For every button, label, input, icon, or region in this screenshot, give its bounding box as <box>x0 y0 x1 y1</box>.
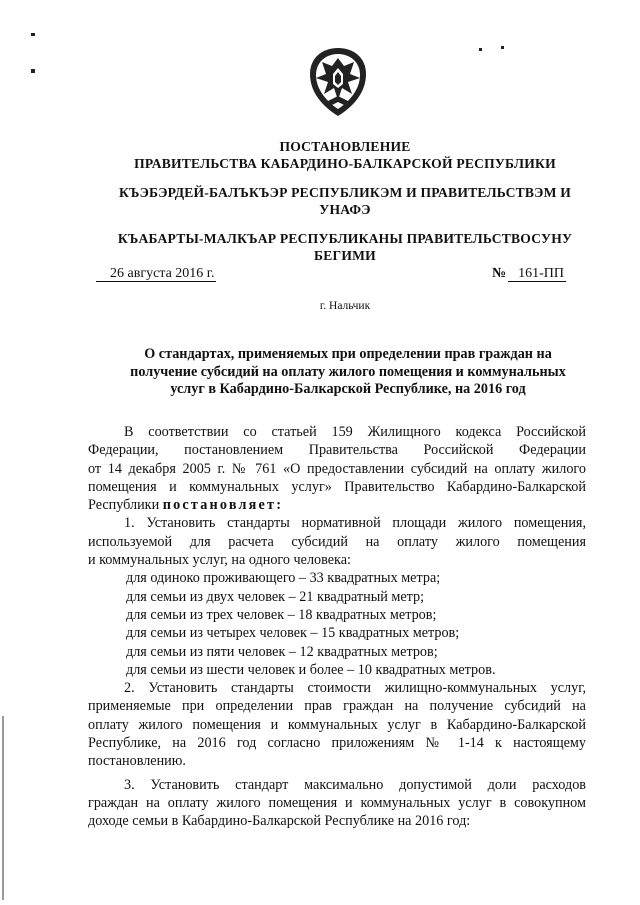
header-block-ru <box>80 138 610 172</box>
header-title-kabardian-2: УНАФЭ <box>319 202 371 217</box>
document-body <box>88 423 586 831</box>
body-line: используемой для расчета субсидий на оплату жилого помещения <box>88 533 586 550</box>
body-line: помещения и коммунальных услуг» Правительство Кабардино-Балкарской <box>88 478 586 495</box>
number-label: № <box>492 266 507 281</box>
body-text: Республики <box>88 497 163 514</box>
body-line: доходе семьи в Кабардино-Балкарской Республике на 2016 год: <box>88 813 471 830</box>
body-line <box>88 496 586 514</box>
header-block-balkar <box>80 230 610 264</box>
body-line: Республике, на 2016 год согласно приложениям № 1-14 к настоящему <box>88 735 586 752</box>
header-title-balkar: КЪАБАРТЫ-МАЛКЪАР РЕСПУБЛИКАНЫ ПРАВИТЕЛЬСТВОСУНУ <box>117 231 573 246</box>
scan-speck <box>31 33 35 36</box>
document-title <box>118 346 578 399</box>
body-line: 3. Установить стандарт максимально допустимой доли расходов <box>124 776 586 793</box>
body-line: 1. Установить стандарты нормативной площади жилого помещения, <box>124 515 586 532</box>
scan-edge <box>2 716 4 900</box>
body-line: В соответствии со статьей 159 Жилищного кодекса Российской <box>124 424 586 440</box>
document-date <box>96 266 216 282</box>
header-subtitle: ПРАВИТЕЛЬСТВА КАБАРДИНО-БАЛКАРСКОЙ РЕСПУБЛИКИ <box>134 156 556 171</box>
document-title-line: услуг в Кабардино-Балкарской Республике, на 2016 год <box>170 381 526 397</box>
body-line: граждан на оплату жилого помещения и коммунальных услуг в совокупном <box>88 794 586 811</box>
document-title-line: получение субсидий на оплату жилого помещения и коммунальных <box>130 363 566 380</box>
number-value: 161-ПП <box>508 266 566 282</box>
list-item: для семьи из пяти человек – 12 квадратных метров; <box>126 643 438 660</box>
document-title-line: О стандартах, применяемых при определении прав граждан на <box>144 346 552 362</box>
body-line: от 14 декабря 2005 г. № 761 «О предоставлении субсидий на оплату жилого <box>88 460 586 477</box>
list-item: для семьи из трех человек – 18 квадратных метров; <box>126 606 437 623</box>
header-title: ПОСТАНОВЛЕНИЕ <box>279 139 411 154</box>
resolves-keyword: постановляет: <box>162 497 284 514</box>
body-line: постановлению. <box>88 753 186 770</box>
date-value: 26 августа 2016 г. <box>96 266 216 282</box>
body-line: 2. Установить стандарты стоимости жилищно-коммунальных услуг, <box>124 680 586 697</box>
list-item: для семьи из шести человек и более – 10 квадратных метров. <box>126 661 496 678</box>
document-number <box>492 266 566 282</box>
list-item: для одиноко проживающего – 33 квадратных метра; <box>126 570 441 587</box>
scan-speck <box>479 48 482 51</box>
body-line: применяемые при определении прав граждан на получение субсидий на <box>88 698 586 715</box>
coat-of-arms-icon <box>302 44 374 120</box>
city: г. Нальчик <box>319 300 371 312</box>
list-item: для семьи из четырех человек – 15 квадратных метров; <box>126 625 460 642</box>
header-title-kabardian: КЪЭБЭРДЕЙ-БАЛЪКЪЭР РЕСПУБЛИКЭМ И ПРАВИТЕЛЬСТВЭМ И <box>118 185 572 200</box>
body-line: и коммунальных услуг, на одного человека: <box>88 552 351 569</box>
scan-speck <box>501 46 504 49</box>
header-block-kabardian <box>80 184 610 218</box>
header-title-balkar-2: БЕГИМИ <box>314 248 376 263</box>
scan-speck <box>31 69 35 73</box>
list-item: для семьи из двух человек – 21 квадратный метр; <box>126 588 425 605</box>
body-line: оплату жилого помещения и коммунальных услуг в Кабардино-Балкарской <box>88 716 586 733</box>
body-line: Федерации, постановлением Правительства Российской Федерации <box>88 442 586 459</box>
